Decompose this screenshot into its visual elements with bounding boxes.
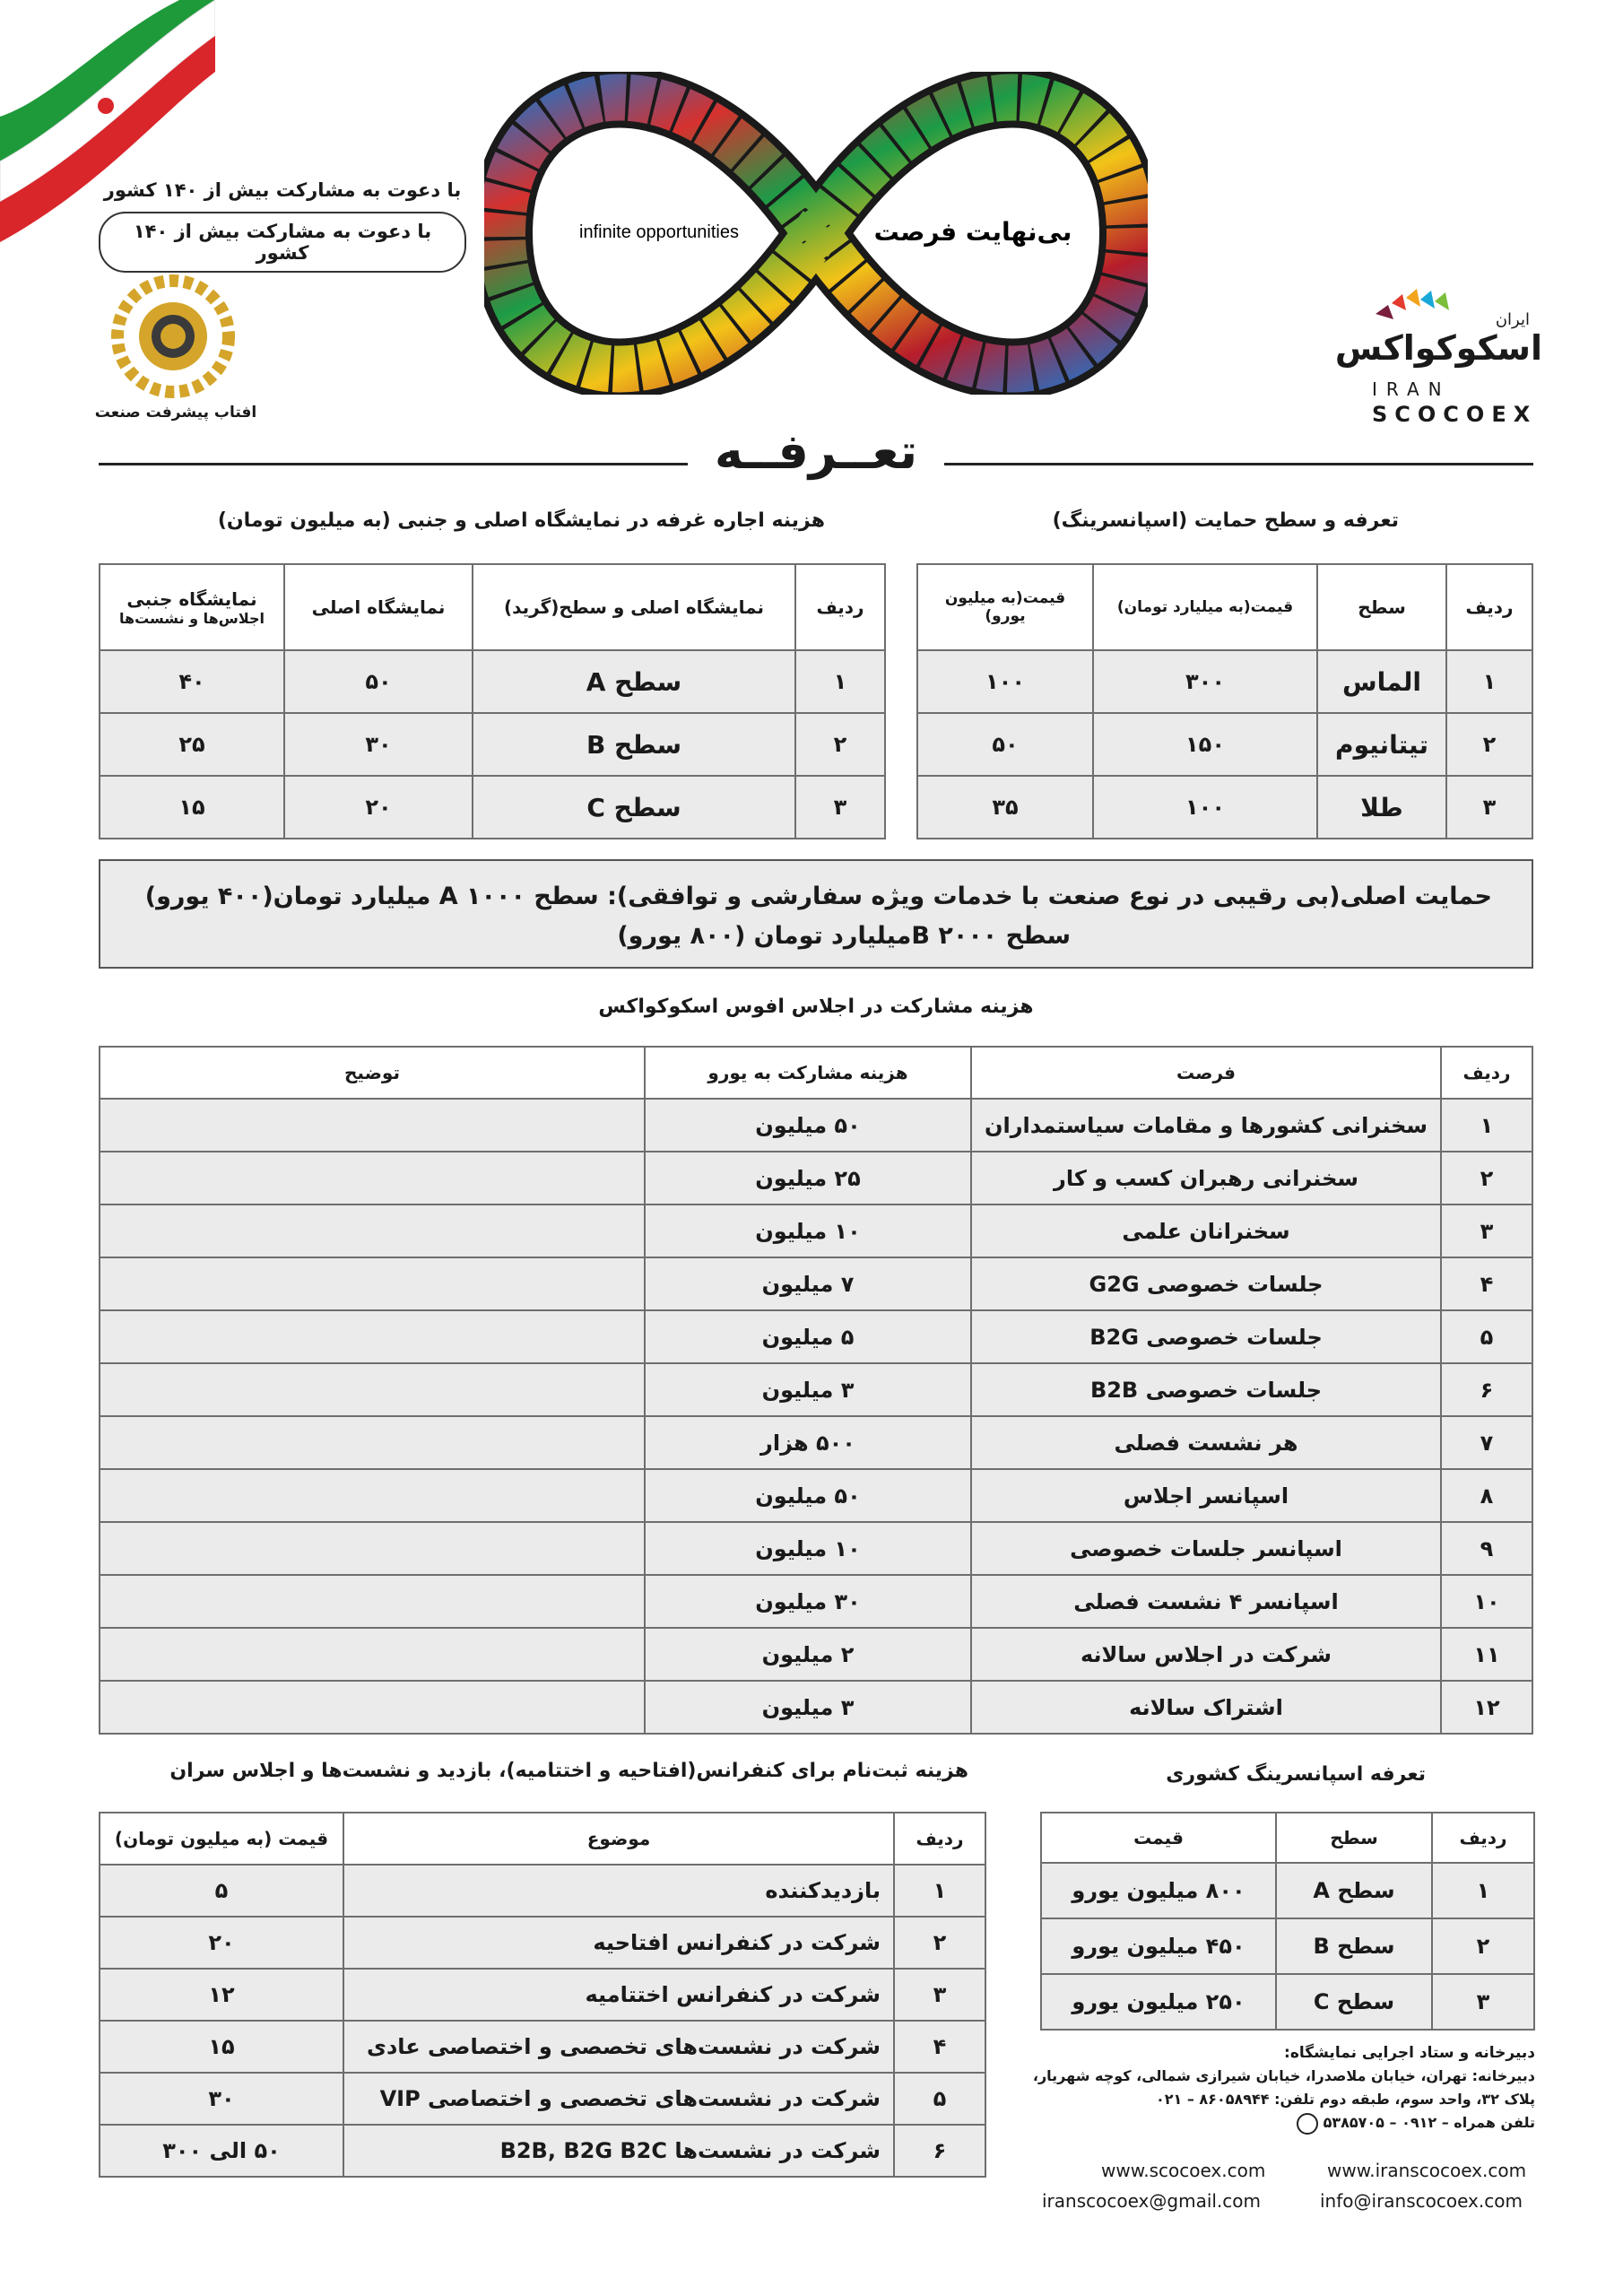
cell: ۵۰ الی ۳۰۰ [100,2125,343,2177]
cell: شرکت در نشست‌ها B2B, B2G B2C [343,2125,894,2177]
main-sponsor-box [99,859,1533,969]
table-row [100,2073,985,2125]
cell: ۵ میلیون [645,1310,971,1363]
cell: ۷ میلیون [645,1257,971,1310]
logo-name-en: SCOCOEX [1372,402,1538,427]
cell: ۳۵ [917,776,1093,839]
summit-header-cost: هزینه مشارکت به یورو [645,1047,971,1099]
cell: ۳۰۰ [1093,650,1317,713]
cell: سخنرانی کشورها و مقامات سیاستمداران [971,1099,1441,1152]
sun-logo-caption: افتاب پیشرفت صنعت [94,404,257,422]
cell: ۱۰۰ [1093,776,1317,839]
cell: ۱۵۰ [1093,713,1317,776]
cell: شرکت در اجلاس سالانه [971,1628,1441,1681]
cell: اشتراک سالانه [971,1681,1441,1734]
cell: ۲ میلیون [645,1628,971,1681]
cell: ۳ میلیون [645,1363,971,1416]
table-row [100,1310,1532,1363]
country-header-level: سطح [1276,1813,1432,1863]
cell: ۱۵ [100,2021,343,2073]
cell: ۳۰ [284,713,473,776]
cell: ۳۰ [100,2073,343,2125]
cell [100,1681,645,1734]
cell: ۵۰ میلیون [645,1469,971,1522]
cell: ۱۲ [1441,1681,1532,1734]
cell: ۴۰ [100,650,284,713]
cell: ۵ [1441,1310,1532,1363]
cell: سخنرانی رهبران کسب و کار [971,1152,1441,1205]
sponsorship-header-price-euro: قیمت(به میلیون یورو) [917,564,1093,650]
cell: ۷ [1441,1416,1532,1469]
registration-title: هزینه ثبت‌نام برای کنفرانس(افتاحیه و اختتامیه)، بازدید و نشست‌ها و اجلاس سران [169,1760,968,1782]
cell: ۱ [894,1865,985,1917]
cell: ۵۰ میلیون [645,1099,971,1152]
cell: ۲ [1441,1152,1532,1205]
infinity-persian-text: بی‌نهایت فرصت [873,217,1072,247]
cell [100,1257,645,1310]
cell: شرکت در نشست‌های تخصصی و اختصاصی عادی [343,2021,894,2073]
booth-header-side-line2: اجلاس‌ها و نشست‌ها [118,609,265,627]
cell: ۱ [1432,1863,1534,1918]
table-row [1041,1974,1534,2030]
table-row [1041,1918,1534,1974]
page-title-bar [99,423,1533,480]
cell: ۳ [1441,1205,1532,1257]
cell [100,1522,645,1575]
cell: ۱ [1446,650,1532,713]
infinity-english-text: infinite opportunities [579,222,739,242]
table-row [100,1681,1532,1734]
industry-sun-logo-icon [106,269,240,404]
contact-heading: دبیرخانه و ستاد اجرایی نمایشگاه: [1284,2044,1535,2062]
cell: ۳ [795,776,885,839]
table-row [100,1152,1532,1205]
cell: ۳ میلیون [645,1681,971,1734]
logo-iran-fa: ایران [1495,310,1530,329]
cell: ۹ [1441,1522,1532,1575]
table-row [100,1363,1532,1416]
cell: طلا [1317,776,1446,839]
cell: ۲۰ [100,1917,343,1969]
table-row [100,2021,985,2073]
cell: ۴ [1441,1257,1532,1310]
email-link-1[interactable]: iranscocoex@gmail.com [1042,2190,1262,2212]
booth-header-side [100,564,284,650]
cell: ۳ [894,1969,985,2021]
cell: بازدیدکننده [343,1865,894,1917]
sponsorship-header-price-toman: قیمت(به میلیارد تومان) [1093,564,1317,650]
sponsorship-title: تعرفه و سطح حمایت (اسپانسرینگ) [1052,509,1399,532]
registration-table [99,1812,986,2178]
country-title: تعرفه اسپانسرینگ کشوری [1166,1763,1426,1786]
cell: سطح B [1276,1918,1432,1974]
cell: جلسات خصوصی G2G [971,1257,1441,1310]
country-header-price: قیمت [1041,1813,1276,1863]
cell: ۴۵۰ میلیون یورو [1041,1918,1276,1974]
cell: شرکت در نشست‌های تخصصی و اختصاصی VIP [343,2073,894,2125]
table-row [100,1628,1532,1681]
contact-address-2: پلاک ۳۲، واحد سوم، طبقه دوم تلفن: ۸۶۰۵۸۹۴۴ – ۰۲۱ [1155,2091,1535,2108]
registration-header-row: ردیف [894,1813,985,1865]
website-link-2[interactable]: www.iranscocoex.com [1327,2160,1527,2181]
summit-table [99,1046,1533,1735]
table-row [100,2125,985,2177]
cell: ۲ [1446,713,1532,776]
booth-table [99,563,886,839]
cell: سطح C [473,776,795,839]
cell: ۱۰ میلیون [645,1522,971,1575]
cell: ۲۰ [284,776,473,839]
table-row [100,1257,1532,1310]
table-row [100,1917,985,1969]
cell: سطح A [473,650,795,713]
table-row [100,1099,1532,1152]
table-row [1041,1863,1534,1918]
booth-header-main: نمایشگاه اصلی [284,564,473,650]
cell: شرکت در کنفرانس افتاحیه [343,1917,894,1969]
table-row [917,650,1532,713]
cell [100,1099,645,1152]
cell [100,1469,645,1522]
cell: ۱۰۰ [917,650,1093,713]
cell: ۲ [795,713,885,776]
contact-block [1020,2041,1535,2135]
cell: ۲ [894,1917,985,1969]
page-title-text: تعــرفــه [688,423,944,480]
cell: جلسات خصوصی B2G [971,1310,1441,1363]
cell: اسپانسر اجلاس [971,1469,1441,1522]
cell: هر نشست فصلی [971,1416,1441,1469]
cell: سطح C [1276,1974,1432,2030]
invitation-text [99,179,466,273]
cell: ۵ [100,1865,343,1917]
table-row [100,650,885,713]
cell: سطح B [473,713,795,776]
cell: تیتانیوم [1317,713,1446,776]
cell: ۵۰۰ هزار [645,1416,971,1469]
cell: ۱۵ [100,776,284,839]
contact-address: دبیرخانه: تهران، خیابان ملاصدرا، خیابان شیرازی شمالی، کوچه شهریار، [1032,2067,1535,2084]
cell: ۱۱ [1441,1628,1532,1681]
cell [100,1310,645,1363]
summit-title: هزینه مشارکت در اجلاس افوس اسکوکواکس [598,996,1034,1018]
cell: ۶ [1441,1363,1532,1416]
cell [100,1152,645,1205]
cell [100,1205,645,1257]
contact-mobile-line [1020,2111,1535,2135]
email-link-2[interactable]: info@iranscocoex.com [1320,2190,1523,2212]
booth-title: هزینه اجاره غرفه در نمایشگاه اصلی و جنبی (به میلیون تومان) [217,509,825,532]
table-row [100,713,885,776]
cell: ۸ [1441,1469,1532,1522]
country-header-row: ردیف [1432,1813,1534,1863]
sponsorship-header-row: ردیف [1446,564,1532,650]
country-table [1040,1812,1535,2031]
cell: ۱ [795,650,885,713]
cell: ۸۰۰ میلیون یورو [1041,1863,1276,1918]
table-row [100,1865,985,1917]
cell: شرکت در کنفرانس اختتامیه [343,1969,894,2021]
table-row [100,1205,1532,1257]
whatsapp-icon [1297,2113,1318,2135]
cell: ۱۰ میلیون [645,1205,971,1257]
cell: ۲۵۰ میلیون یورو [1041,1974,1276,2030]
table-row [100,1575,1532,1628]
cell [100,1416,645,1469]
cell: ۳ [1432,1974,1534,2030]
cell: ۲۵ میلیون [645,1152,971,1205]
cell: ۳ [1446,776,1532,839]
cell: ۲ [1432,1918,1534,1974]
registration-header-topic: موضوع [343,1813,894,1865]
booth-header-row: ردیف [795,564,885,650]
cell: سخنرانان علمی [971,1205,1441,1257]
summit-header-row: ردیف [1441,1047,1532,1099]
logo-iran-en: IRAN [1372,378,1451,400]
registration-header-price: قیمت (به میلیون تومان) [100,1813,343,1865]
table-row [100,1416,1532,1469]
scocoex-logo [1334,278,1551,430]
infinity-flags-emblem [484,72,1148,395]
cell: ۳۰ میلیون [645,1575,971,1628]
table-row [100,1469,1532,1522]
summit-header-opportunity: فرصت [971,1047,1441,1099]
cell: ۱۲ [100,1969,343,2021]
cell: ۱۰ [1441,1575,1532,1628]
summit-header-notes: توضیح [100,1047,645,1099]
table-row [917,713,1532,776]
table-row [100,1969,985,2021]
table-row [100,1522,1532,1575]
cell: اسپانسر ۴ نشست فصلی [971,1575,1441,1628]
page-title [99,423,1533,480]
booth-header-grade: نمایشگاه اصلی و سطح(گرید) [473,564,795,650]
table-row [100,776,885,839]
cell [100,1628,645,1681]
booth-header-side-line1: نمایشگاه جنبی [126,587,257,610]
main-sponsor-line-2: سطح B ۲۰۰۰میلیارد تومان (۸۰۰ یورو) [617,922,1071,950]
sponsorship-table [916,563,1533,839]
cell [100,1575,645,1628]
cell: ۵۰ [284,650,473,713]
cell: ۱ [1441,1099,1532,1152]
invitation-line-1: با دعوت به مشارکت بیش از ۱۴۰ کشور [103,179,462,201]
cell [100,1363,645,1416]
cell: ۵۰ [917,713,1093,776]
colorful-stripes-logo-icon [1376,287,1474,323]
cell: جلسات خصوصی B2B [971,1363,1441,1416]
cell: ۴ [894,2021,985,2073]
logo-name-fa: اسکوکواکس [1334,328,1542,368]
invitation-line-2: با دعوت به مشارکت بیش از ۱۴۰ کشور [99,212,466,273]
contact-mobile: تلفن همراه – ۰۹۱۲ – ۵۳۸۵۷۰۵ [1323,2114,1535,2131]
sponsorship-header-level: سطح [1317,564,1446,650]
table-row [917,776,1532,839]
cell: اسپانسر جلسات خصوصی [971,1522,1441,1575]
website-link-1[interactable]: www.scocoex.com [1101,2160,1266,2181]
cell: ۲۵ [100,713,284,776]
main-sponsor-line-1: حمایت اصلی(بی رقیبی در نوع صنعت با خدمات ویژه سفارشی و توافقی): سطح A ۱۰۰۰ میلیارد تومان(۴۰۰ یورو) [144,883,1492,910]
cell: ۵ [894,2073,985,2125]
cell: الماس [1317,650,1446,713]
cell: سطح A [1276,1863,1432,1918]
cell: ۶ [894,2125,985,2177]
